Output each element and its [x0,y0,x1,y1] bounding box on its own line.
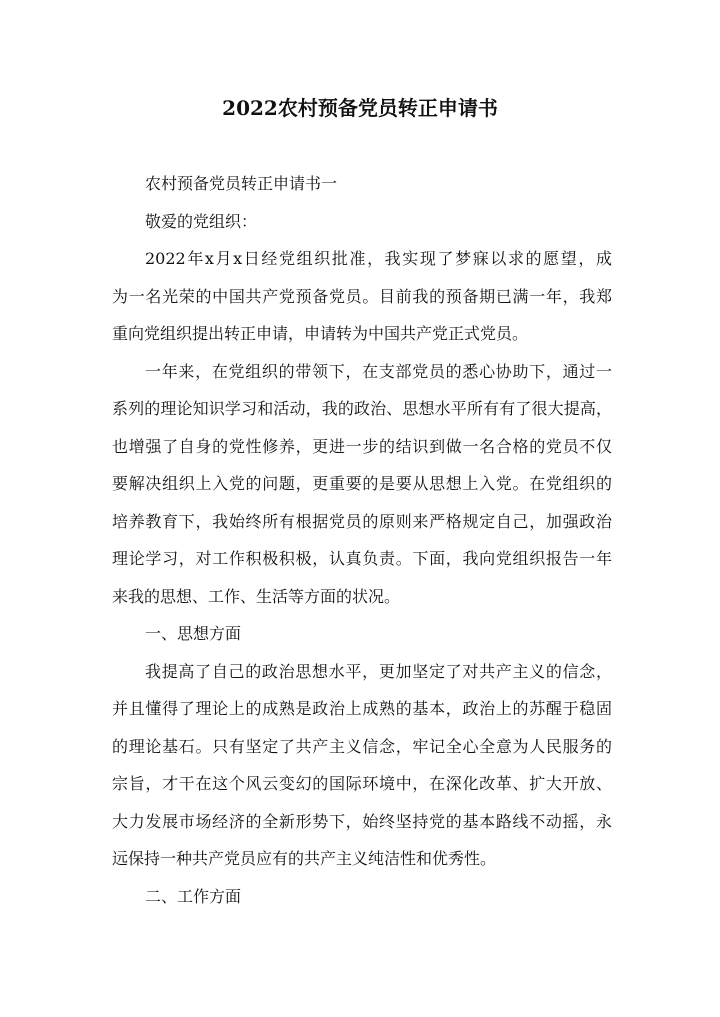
paragraph-line: 农村预备党员转正申请书一 [145,174,338,193]
paragraph-line: 理论学习，对工作积极积极，认真负责。下面，我向党组织报告一年 [112,549,612,568]
paragraph-line: 来我的思想、工作、生活等方面的状况。 [112,586,401,606]
paragraph [112,615,612,653]
paragraph-line: 一、思想方面 [145,624,242,643]
paragraph-line: 并且懂得了理论上的成熟是政治上成熟的基本，政治上的苏醒于稳固 [112,699,612,718]
paragraph-line: 大力发展市场经济的全新形势下，始终坚持党的基本路线不动摇，永 [112,811,612,831]
paragraph [112,165,612,203]
paragraph-line: 2022年x月x日经党组织批准，我实现了梦寐以求的愿望，成 [145,249,612,268]
paragraph [112,653,612,878]
paragraph-line: 培养教育下，我始终所有根据党员的原则来严格规定自己，加强政治 [112,511,612,531]
paragraph [112,353,612,616]
paragraph-line: 一年来，在党组织的带领下，在支部党员的悉心协助下，通过一 [145,361,612,381]
paragraph-line: 我提高了自己的政治思想水平，更加坚定了对共产主义的信念， [145,661,612,681]
paragraph-line: 远保持一种共产党员应有的共产主义纯洁性和优秀性。 [112,849,497,868]
paragraph-line: 重向党组织提出转正申请，申请转为中国共产党正式党员。 [112,324,529,343]
paragraph-line: 宗旨，才干在这个风云变幻的国际环境中，在深化改革、扩大开放、 [112,774,612,793]
paragraph-line: 的理论基石。只有坚定了共产主义信念，牢记全心全意为人民服务的 [112,736,612,756]
paragraph [112,240,612,353]
paragraph-line: 要解决组织上入党的问题，更重要的是要从思想上入党。在党组织的 [112,474,612,493]
paragraph-line: 二、工作方面 [145,886,242,906]
paragraph [112,878,612,916]
document-title: 2022农村预备党员转正申请书 [222,96,498,120]
paragraph-line: 为一名光荣的中国共产党预备党员。目前我的预备期已满一年，我郑 [112,286,612,306]
paragraph-line: 敬爱的党组织： [145,211,258,231]
paragraph-line: 系列的理论知识学习和活动，我的政治、思想水平所有有了很大提高， [112,399,612,418]
document-body [112,165,612,915]
paragraph-line: 也增强了自身的党性修养，更进一步的结识到做一名合格的党员不仅 [112,436,612,456]
paragraph [112,203,612,241]
